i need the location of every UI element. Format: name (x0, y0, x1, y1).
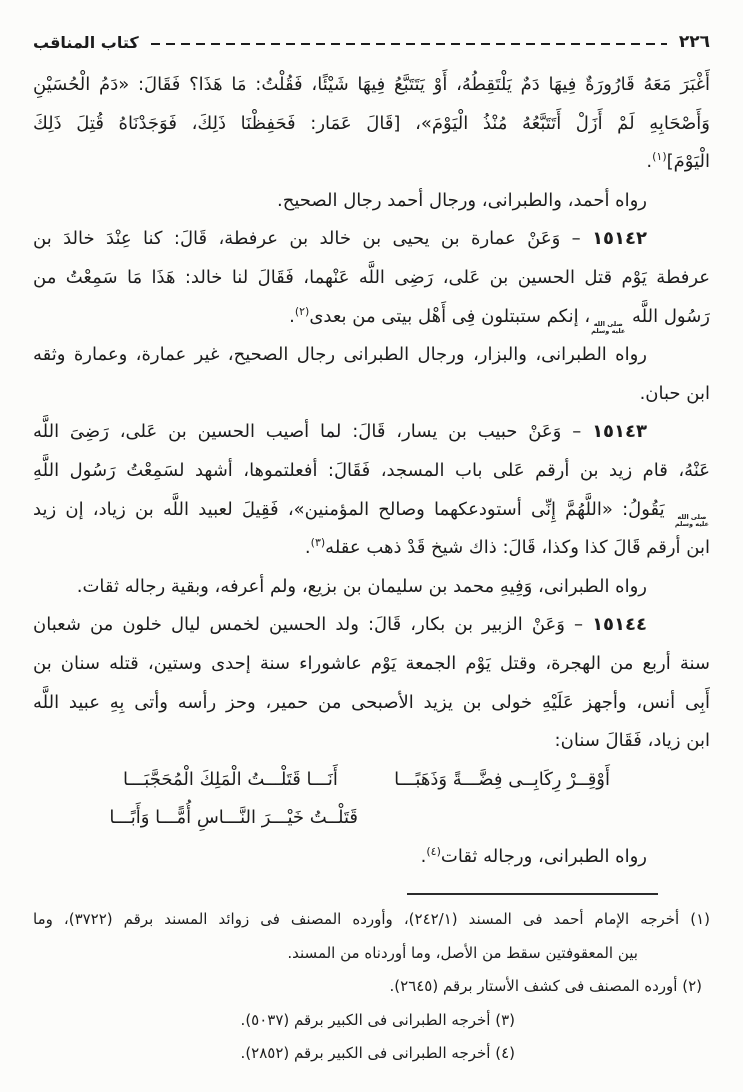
page-header (33, 32, 710, 52)
hadith-15144-line-2: سنة أربع من الهجرة، وقتل يَوْم الجمعة يَوْم عاشوراء سنة إحدى وستين، قتله سنان بن (33, 652, 710, 674)
hadith-number-15142: ١٥١٤٢ (592, 228, 647, 250)
footnote-ref-1: (١) (652, 150, 667, 164)
footnote-ref-4: (٤) (426, 844, 441, 858)
hadith-15143-line-4: ابن أرقم قَالَ كذا وكذا، قَالَ: ذاك شيخ قَدْ ذهب عقله$^{(٣)}$. (304, 536, 710, 559)
hadith-15143-line-2: عَنْهُ، قام زيد بن أرقم عَلى باب المسجد، فَقَالَ: أفعلتموها، أشهد لسَمِعْتُ رَسُول اللَّهِ (33, 459, 710, 481)
footnote-ref-2: (٢) (294, 304, 310, 318)
hadith-15143-line-1: ١٥١٤٣ – وَعَنْ حبيب بن يسار، قَالَ: لما أصيب الحسين بن عَلى، رَضِىَ اللَّه (33, 421, 647, 443)
page-number: ٢٢٦ (678, 32, 710, 52)
footnote-3: (٣) أخرجه الطبرانى فى الكبير برقم (٥٠٣٧). (240, 1010, 515, 1029)
poetry-verse-1 (33, 761, 710, 800)
hadith-number-15143: ١٥١٤٣ (592, 421, 647, 443)
grading-15142-line-2: ابن حبان. (639, 382, 710, 404)
hadith-prev-line-1: أَغْبَرَ مَعَهُ قَارُورَةٌ فِيهَا دَمٌ يَلْتَقِطُهُ، أَوْ يَتَتَبَّعُ فِيهَا شَيْئًا، فَقُلْتُ: مَا هَذَا؟ فَقَالَ: «دَمُ الْحُسَيْنِ (33, 74, 710, 95)
book-title: كتاب المناقب (33, 32, 139, 52)
poetry-verse-2: قَتَلْــتُ خَيْـــرَ النَّـــاسِ أُمًّـــا وَأَبًـــا (109, 807, 358, 829)
hadith-prev-line-2: وَأَصْحَابِهِ لَمْ أَزَلْ أَتَتَبَّعُهُ مُنْذُ الْيَوْمَ»، [قَالَ عَمَار: فَحَفِظْنَا ذَلِكَ، فَوَجَدْنَاهُ قُتِلَ ذَلِكَ (33, 112, 710, 134)
footnote-separator-rule (407, 893, 658, 895)
hadith-prev-line-3: الْيَوْمَ]$^{(١)}$. (646, 150, 710, 173)
grading-line-prev: رواه أحمد، والطبرانى، ورجال أحمد رجال الصحيح. (277, 189, 647, 211)
hadith-15142-line-1: ١٥١٤٢ – وَعَنْ عمارة بن يحيى بن خالد بن عرفطة، قَالَ: كنا عِنْدَ خالدَ بن (33, 228, 647, 250)
hadith-15143-line-3: صلى الله عليه وسلم يَقُولُ: «اللَّهُمَّ إِنِّى أستودعكهما وصالح المؤمنين»، فَقِيلَ لعبيد اللَّه بن زياد، إن زيد (33, 498, 709, 528)
footnote-4: (٤) أخرجه الطبرانى فى الكبير برقم (٢٨٥٢). (240, 1044, 515, 1062)
header-dashed-rule (151, 43, 667, 46)
hadith-number-15144: ١٥١٤٤ (592, 614, 647, 636)
hadith-15144-line-3: أَبِى أنس، وأجهز عَلَيْهِ خولى بن يزيد الأصبحى من حمير، وحز رأسه وأتى بِهِ عبيد اللَّه (33, 691, 710, 713)
hadith-15144-line-1: ١٥١٤٤ – وَعَنْ الزبير بن بكار، قَالَ: ولد الحسين لخمس ليال خلون من شعبان (33, 614, 647, 636)
number-dash: – (560, 228, 593, 250)
grading-15143: رواه الطبرانى، وَفِيهِ محمد بن سليمان بن بزيع، ولم أعرفه، وبقية رجاله ثقات. (76, 575, 647, 597)
page-body (33, 66, 710, 876)
footnote-1-line-2: بين المعقوفتين سقط من الأصل، وما أوردناه من المسند. (287, 943, 638, 962)
grading-15142-line-1: رواه الطبرانى، والبزار، ورجال الطبرانى رجال الصحيح، غير عمارة، وعمارة وثقه (33, 344, 647, 366)
number-dash: – (564, 614, 593, 636)
poetry-hemistich-left: أَنَـــا قَتَلْـــتُ الْمَلِكَ الْمُحَجَّبَـــا (123, 768, 338, 790)
grading-15144: رواه الطبرانى، ورجاله ثقات$^{(٤)}$. (420, 844, 647, 867)
salawat-ligature-icon: صلى الله عليه وسلم (674, 512, 709, 528)
footnote-2: (٢) أورده المصنف فى كشف الأستار برقم (٢٦٤٥). (389, 977, 702, 995)
salawat-ligature-icon: صلى الله عليه وسلم (591, 319, 626, 336)
hadith-15142-line-3: رَسُول اللَّه صلى الله عليه وسلم ، إنكم ستبتلون فِى أَهْل بيتى من بعدى$^{(٢)}$. (289, 304, 710, 336)
hadith-15142-line-2: عرفطة يَوْم قتل الحسين بن عَلى، رَضِى اللَّه عَنْهما، فَقَالَ لنا خالد: هَذَا مَا سَمِعْتُ من (33, 266, 710, 288)
footnotes-block (33, 903, 710, 1071)
hadith-15144-line-4: ابن زياد، فَقَالَ سنان: (554, 730, 710, 752)
footnote-1-line-1: (١) أخرجه الإمام أحمد فى المسند (٢٤٢/١)، وأورده المصنف فى زوائد المسند برقم (٣٧٢٢)، وما (33, 910, 710, 928)
poetry-hemistich-right: أَوْقِــرْ رِكَابِــى فِضَّـــةً وَذَهَبًـــا (394, 768, 610, 790)
footnote-ref-3: (٣) (310, 536, 326, 550)
number-dash: – (561, 421, 593, 443)
